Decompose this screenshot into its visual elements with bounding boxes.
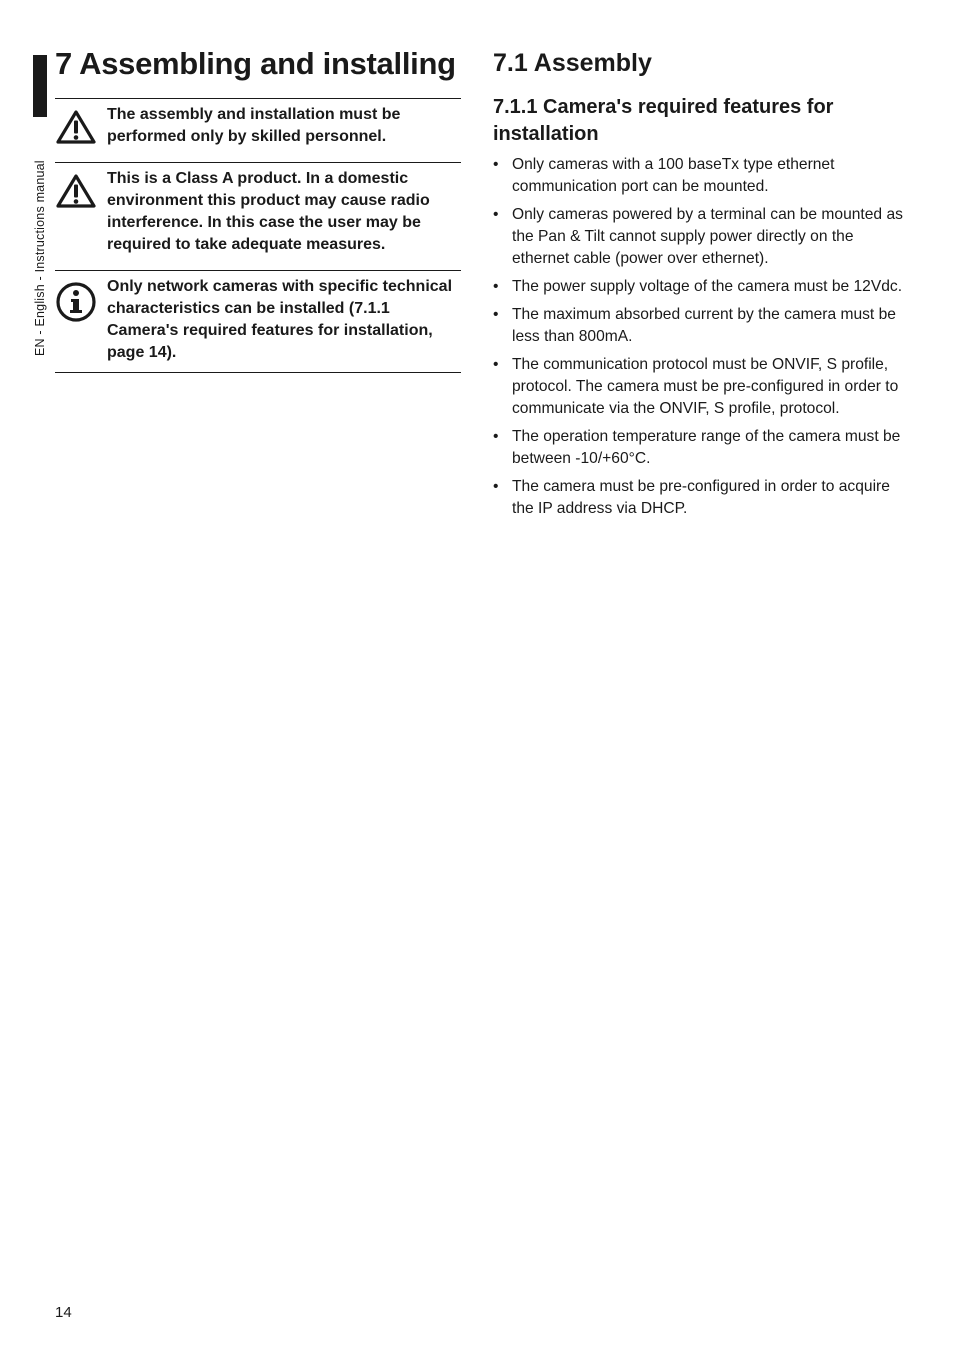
- list-item: [493, 204, 903, 270]
- subsection-title: 7.1.1 Camera's required features for installation: [493, 96, 834, 145]
- bullet-dot: •: [493, 278, 499, 295]
- warning-triangle-icon: [55, 99, 101, 150]
- warning-triangle-icon: [55, 163, 101, 214]
- warning-notice-2: [55, 162, 461, 264]
- list-item-text: The power supply voltage of the camera must be 12Vdc.: [512, 278, 903, 295]
- notice-text: The assembly and installation must be performed only by skilled personnel.: [107, 106, 401, 145]
- bullet-dot: •: [493, 206, 499, 223]
- requirements-list: [493, 154, 903, 526]
- info-circle-icon: [55, 271, 101, 328]
- list-item: [493, 426, 903, 470]
- chapter-title: 7 Assembling and installing: [55, 46, 456, 81]
- bullet-dot: •: [493, 428, 499, 445]
- side-label: EN - English - Instructions manual: [33, 160, 47, 356]
- list-item: [493, 304, 903, 348]
- page-number: 14: [55, 1304, 72, 1321]
- chapter-marker-bar: [33, 55, 47, 117]
- notices: [55, 98, 461, 373]
- list-item-text: The operation temperature range of the camera must be between -10/+60°C.: [512, 428, 901, 467]
- list-item: [493, 276, 903, 298]
- bullet-dot: •: [493, 478, 499, 495]
- bullet-dot: •: [493, 356, 499, 373]
- bullet-dot: •: [493, 306, 499, 323]
- list-item: [493, 354, 903, 420]
- list-item-text: Only cameras with a 100 baseTx type ethernet communication port can be mounted.: [512, 156, 835, 195]
- notice-text: Only network cameras with specific technical characteristics can be installed (7.1.1 Camera's required features for installation, page 14).: [107, 278, 453, 361]
- list-item-text: The maximum absorbed current by the camera must be less than 800mA.: [512, 306, 896, 345]
- bullet-dot: •: [493, 156, 499, 173]
- list-item: [493, 154, 903, 198]
- warning-notice-1: [55, 98, 461, 156]
- notice-text: This is a Class A product. In a domestic environment this product may cause radio interference. In this case the user may be required to take adequate measures.: [107, 170, 430, 253]
- section-title: 7.1 Assembly: [493, 49, 652, 77]
- list-item-text: Only cameras powered by a terminal can be mounted as the Pan & Tilt cannot supply power directly on the ethernet cable (power over ethernet).: [512, 206, 903, 267]
- list-item-text: The communication protocol must be ONVIF, S profile, protocol. The camera must be pre-configured in order to communicate via the ONVIF, S profile, protocol.: [512, 356, 899, 417]
- info-notice: [55, 270, 461, 373]
- list-item-text: The camera must be pre-configured in order to acquire the IP address via DHCP.: [512, 478, 890, 517]
- list-item: [493, 476, 903, 520]
